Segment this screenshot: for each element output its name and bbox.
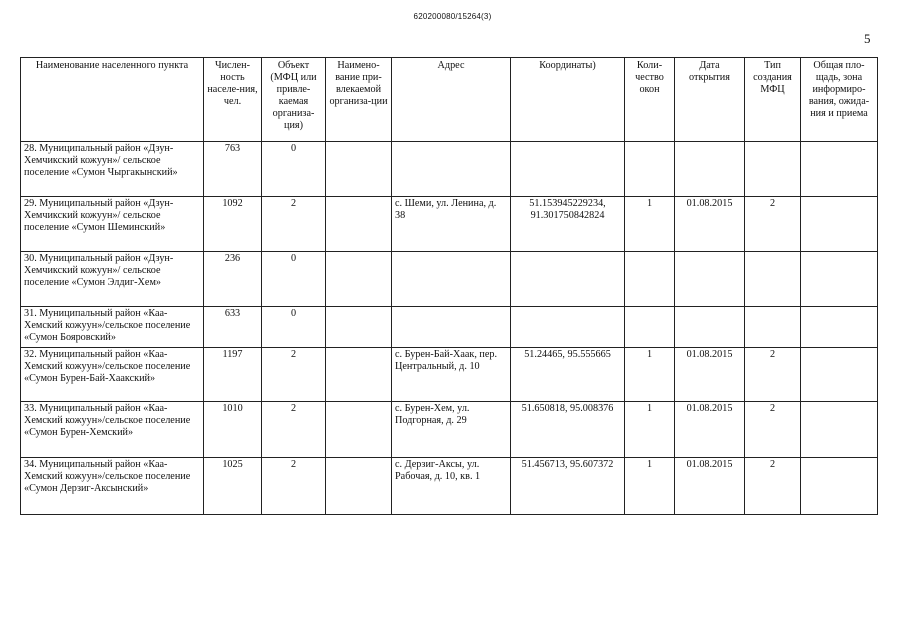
coordinates [511,307,625,348]
total-area [801,348,878,402]
table-row [21,458,878,515]
total-area [801,252,878,307]
address: с. Шеми, ул. Ленина, д. 38 [392,197,511,252]
column-header: Координаты) [511,58,625,142]
address: с. Бурен-Бай-Хаак, пер. Центральный, д. 10 [392,348,511,402]
column-header: Тип создания МФЦ [745,58,801,142]
table-row [21,348,878,402]
object-type: 0 [262,142,326,197]
mfc-type: 2 [745,458,801,515]
column-header: Наименование населенного пункта [21,58,204,142]
column-header: Адрес [392,58,511,142]
organization-name [326,252,392,307]
coordinates: 51.650818, 95.008376 [511,402,625,458]
opening-date: 01.08.2015 [675,458,745,515]
mfc-type [745,252,801,307]
settlement-name: 30. Муниципальный район «Дзун-Хемчикский кожуун»/ сельское поселение «Сумон Элдиг-Хем» [21,252,204,307]
total-area [801,197,878,252]
windows-count: 1 [625,197,675,252]
organization-name [326,197,392,252]
total-area [801,307,878,348]
organization-name [326,458,392,515]
column-header: Числен-ность населе-ния, чел. [204,58,262,142]
column-header: Общая пло-щадь, зона информиро-вания, ожида-ния и приема [801,58,878,142]
column-header: Коли-чество окон [625,58,675,142]
settlement-name: 28. Муниципальный район «Дзун-Хемчикский кожуун»/ сельское поселение «Сумон Чыргакынский» [21,142,204,197]
organization-name [326,402,392,458]
settlement-name: 32. Муниципальный район «Каа-Хемский кожуун»/сельское поселение «Сумон Бурен-Бай-Хаакский» [21,348,204,402]
mfc-type: 2 [745,197,801,252]
column-header: Объект (МФЦ или привле-каемая организа-ция) [262,58,326,142]
opening-date [675,252,745,307]
population: 633 [204,307,262,348]
column-header: Дата открытия [675,58,745,142]
opening-date [675,142,745,197]
total-area [801,142,878,197]
opening-date: 01.08.2015 [675,402,745,458]
mfc-type [745,142,801,197]
mfc-type: 2 [745,348,801,402]
coordinates: 51.456713, 95.607372 [511,458,625,515]
mfc-registry-table [20,57,878,515]
address [392,252,511,307]
windows-count: 1 [625,348,675,402]
object-type: 2 [262,458,326,515]
object-type: 2 [262,348,326,402]
address [392,307,511,348]
windows-count: 1 [625,402,675,458]
table-row [21,307,878,348]
object-type: 2 [262,402,326,458]
opening-date [675,307,745,348]
population: 1010 [204,402,262,458]
settlement-name: 31. Муниципальный район «Каа-Хемский кожуун»/сельское поселение «Сумон Бояровский» [21,307,204,348]
table-header-row [21,58,878,142]
population: 1025 [204,458,262,515]
address: с. Дерзиг-Аксы, ул. Рабочая, д. 10, кв. 1 [392,458,511,515]
population: 1197 [204,348,262,402]
table-row [21,252,878,307]
organization-name [326,142,392,197]
table-row [21,142,878,197]
settlement-name: 33. Муниципальный район «Каа-Хемский кожуун»/сельское поселение «Сумон Бурен-Хемский» [21,402,204,458]
population: 763 [204,142,262,197]
table-row [21,197,878,252]
document-id: 620200080/15264(3) [413,12,492,21]
population: 236 [204,252,262,307]
object-type: 0 [262,307,326,348]
address [392,142,511,197]
coordinates: 51.153945229234, 91.301750842824 [511,197,625,252]
coordinates: 51.24465, 95.555665 [511,348,625,402]
settlement-name: 34. Муниципальный район «Каа-Хемский кожуун»/сельское поселение «Сумон Дерзиг-Аксынский» [21,458,204,515]
object-type: 0 [262,252,326,307]
mfc-type: 2 [745,402,801,458]
windows-count [625,142,675,197]
coordinates [511,252,625,307]
table-row [21,402,878,458]
total-area [801,402,878,458]
windows-count: 1 [625,458,675,515]
settlement-name: 29. Муниципальный район «Дзун-Хемчикский кожуун»/ сельское поселение «Сумон Шеминский» [21,197,204,252]
object-type: 2 [262,197,326,252]
windows-count [625,307,675,348]
opening-date: 01.08.2015 [675,348,745,402]
organization-name [326,307,392,348]
column-header: Наимено-вание при-влекаемой организа-ции [326,58,392,142]
population: 1092 [204,197,262,252]
mfc-type [745,307,801,348]
address: с. Бурен-Хем, ул. Подгорная, д. 29 [392,402,511,458]
opening-date: 01.08.2015 [675,197,745,252]
coordinates [511,142,625,197]
windows-count [625,252,675,307]
organization-name [326,348,392,402]
total-area [801,458,878,515]
page-number: 5 [864,31,871,46]
